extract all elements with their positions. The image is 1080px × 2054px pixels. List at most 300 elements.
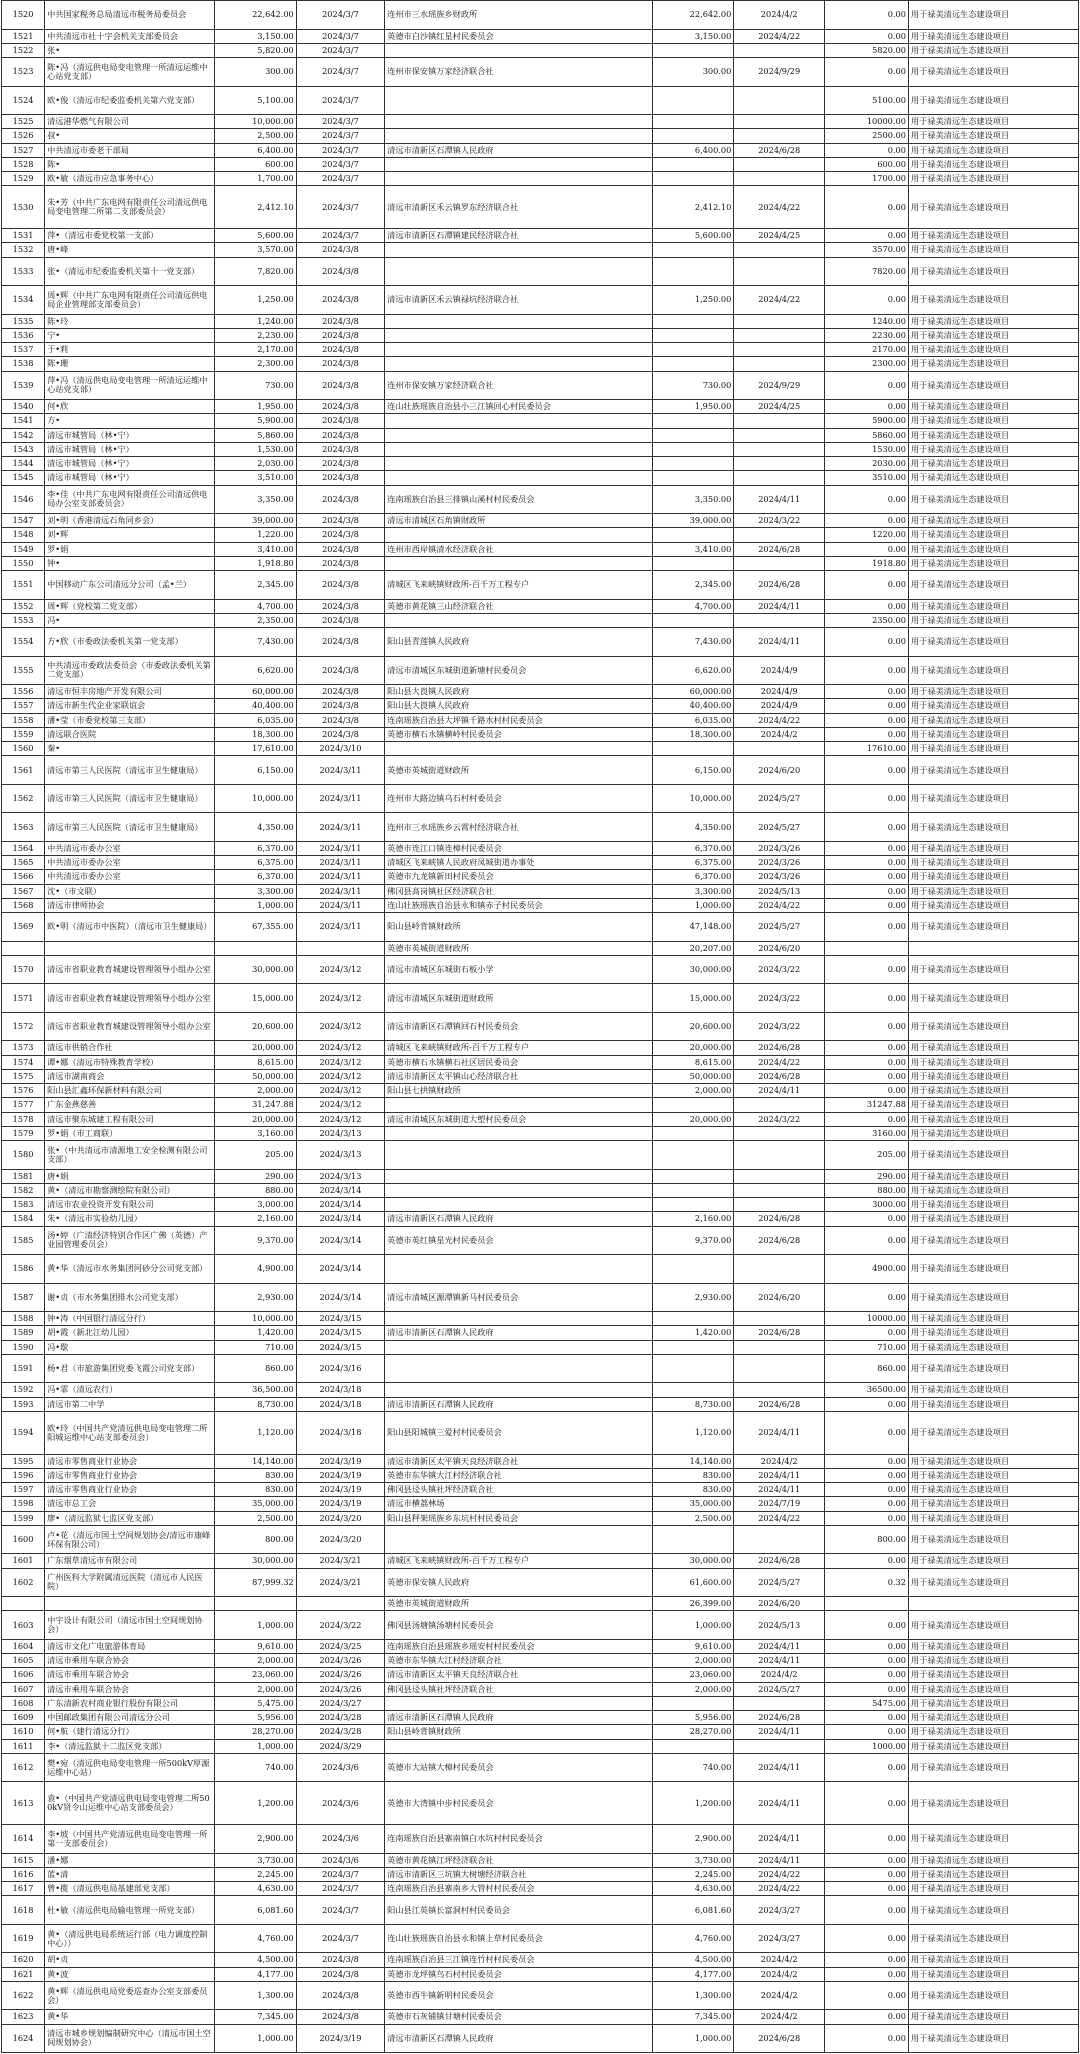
table-row <box>2 841 1079 855</box>
balance-cell: 0.00 <box>825 286 909 315</box>
donation-amount-cell: 2,412.10 <box>215 186 297 229</box>
donor-cell: 冯•歇 <box>45 1340 215 1354</box>
row-number-cell: 1565 <box>2 856 45 870</box>
donor-cell: 樊•宛（清远供电局变电管理一所500kV厚源运维中心站） <box>45 1753 215 1782</box>
donation-date-cell: 2024/3/11 <box>296 856 384 870</box>
donation-date-cell: 2024/3/7 <box>296 115 384 129</box>
allocated-amount-cell <box>652 314 734 328</box>
row-number-cell: 1617 <box>2 1882 45 1896</box>
purpose-cell: 用于禄美清远生态建设项目 <box>908 1041 1078 1055</box>
donation-amount-cell: 3,300.00 <box>215 884 297 898</box>
allocated-amount-cell <box>652 1696 734 1710</box>
table-row <box>2 343 1079 357</box>
row-number-cell: 1554 <box>2 628 45 657</box>
allocated-amount-cell <box>652 613 734 627</box>
donation-amount-cell: 2,000.00 <box>215 1654 297 1668</box>
balance-cell: 0.00 <box>825 599 909 613</box>
donation-date-cell: 2024/3/25 <box>296 1639 384 1653</box>
purpose-cell: 用于禄美清远生态建设项目 <box>908 414 1078 428</box>
allocated-amount-cell <box>652 243 734 257</box>
donor-cell: 欧•明（清远市中医院）（清远市卫生健康局） <box>45 913 215 942</box>
purpose-cell: 用于禄美清远生态建设项目 <box>908 1668 1078 1682</box>
donation-amount-cell: 30,000.00 <box>215 955 297 984</box>
balance-cell: 2230.00 <box>825 328 909 342</box>
allocation-date-cell <box>734 243 825 257</box>
recipient-cell: 英德市东华镇大江村经济联合社 <box>385 1468 653 1482</box>
donor-cell: 清远港华燃气有限公司 <box>45 115 215 129</box>
recipient-cell: 英德市西牛镇新明村民委员会 <box>385 1981 653 2010</box>
donation-amount-cell: 5,900.00 <box>215 414 297 428</box>
balance-cell: 1220.00 <box>825 528 909 542</box>
allocation-date-cell: 2024/3/26 <box>734 870 825 884</box>
allocated-amount-cell <box>652 471 734 485</box>
balance-cell: 17610.00 <box>825 742 909 756</box>
row-number-cell: 1537 <box>2 343 45 357</box>
donation-date-cell: 2024/3/11 <box>296 870 384 884</box>
table-row <box>2 143 1079 157</box>
balance-cell: 0.00 <box>825 955 909 984</box>
donor-cell: 中国邮政集团有限公司清远分公司 <box>45 1711 215 1725</box>
recipient-cell: 清远市清新区太平镇天良经济联合社 <box>385 1668 653 1682</box>
allocation-date-cell <box>734 428 825 442</box>
allocation-date-cell: 2024/6/28 <box>734 1226 825 1255</box>
purpose-cell: 用于禄美清远生态建设项目 <box>908 1126 1078 1140</box>
allocated-amount-cell <box>652 1141 734 1170</box>
row-number-cell: 1577 <box>2 1098 45 1112</box>
balance-cell: 5860.00 <box>825 428 909 442</box>
allocation-date-cell: 2024/6/28 <box>734 1069 825 1083</box>
donor-cell: 中共清远市委办公室 <box>45 841 215 855</box>
donation-date-cell: 2024/3/12 <box>296 1055 384 1069</box>
allocation-date-cell: 2024/9/29 <box>734 371 825 400</box>
purpose-cell: 用于禄美清远生态建设项目 <box>908 628 1078 657</box>
donation-date-cell: 2024/3/7 <box>296 186 384 229</box>
donor-cell: 潘•娜 <box>45 1853 215 1867</box>
recipient-cell: 清远市清新区禾云镇禄坑经济联合社 <box>385 286 653 315</box>
donation-amount-cell: 4,177.00 <box>215 1967 297 1981</box>
purpose-cell: 用于禄美清远生态建设项目 <box>908 1525 1078 1554</box>
recipient-cell: 清远市清新区太平镇山心经济联合社 <box>385 1069 653 1083</box>
table-row <box>2 813 1079 842</box>
recipient-cell: 清远市清新区石潭镇建民经济联合社 <box>385 229 653 243</box>
row-number-cell: 1570 <box>2 955 45 984</box>
donation-date-cell: 2024/3/11 <box>296 813 384 842</box>
donation-date-cell: 2024/3/13 <box>296 1126 384 1140</box>
recipient-cell <box>385 428 653 442</box>
allocation-date-cell <box>734 1183 825 1197</box>
balance-cell: 0.00 <box>825 1639 909 1653</box>
donation-amount-cell: 4,350.00 <box>215 813 297 842</box>
allocation-date-cell <box>734 86 825 115</box>
donation-date-cell: 2024/3/8 <box>296 343 384 357</box>
donor-cell: 何•欣 <box>45 400 215 414</box>
row-number-cell: 1587 <box>2 1283 45 1312</box>
purpose-cell: 用于禄美清远生态建设项目 <box>908 143 1078 157</box>
allocation-date-cell <box>734 1198 825 1212</box>
balance-cell: 0.00 <box>825 1711 909 1725</box>
donor-cell: 蓝•清 <box>45 1867 215 1881</box>
allocated-amount-cell: 7,430.00 <box>652 628 734 657</box>
purpose-cell: 用于禄美清远生态建设项目 <box>908 1611 1078 1640</box>
donation-amount-cell: 14,140.00 <box>215 1454 297 1468</box>
row-number-cell: 1598 <box>2 1497 45 1511</box>
donation-amount-cell: 7,430.00 <box>215 628 297 657</box>
allocation-date-cell: 2024/4/2 <box>734 1454 825 1468</box>
row-number-cell: 1562 <box>2 784 45 813</box>
balance-cell: 0.00 <box>825 1782 909 1825</box>
allocated-amount-cell: 6,400.00 <box>652 143 734 157</box>
donor-cell: 广东金燕慈善 <box>45 1098 215 1112</box>
donor-cell: 李•佳（中共广东电网有限责任公司清远供电局办公室支部委员会） <box>45 485 215 514</box>
recipient-cell: 英德市东华镇大江村经济联合社 <box>385 1654 653 1668</box>
allocated-amount-cell: 2,930.00 <box>652 1283 734 1312</box>
row-number-cell: 1555 <box>2 656 45 685</box>
donation-amount-cell: 1,000.00 <box>215 898 297 912</box>
donation-ledger-table <box>1 0 1079 2053</box>
recipient-cell: 清远市清新区石潭镇人民政府 <box>385 1397 653 1411</box>
row-number-cell: 1596 <box>2 1468 45 1482</box>
recipient-cell: 清远市清新区太平镇天良经济联合社 <box>385 1454 653 1468</box>
allocation-date-cell: 2024/6/28 <box>734 571 825 600</box>
donation-amount-cell: 730.00 <box>215 371 297 400</box>
donation-date-cell: 2024/3/8 <box>296 328 384 342</box>
balance-cell: 0.00 <box>825 713 909 727</box>
row-number-cell: 1563 <box>2 813 45 842</box>
balance-cell: 0.00 <box>825 485 909 514</box>
purpose-cell: 用于禄美清远生态建设项目 <box>908 1468 1078 1482</box>
allocated-amount-cell: 9,370.00 <box>652 1226 734 1255</box>
purpose-cell: 用于禄美清远生态建设项目 <box>908 371 1078 400</box>
balance-cell: 0.00 <box>825 699 909 713</box>
balance-cell: 5820.00 <box>825 43 909 57</box>
allocation-date-cell: 2024/4/9 <box>734 699 825 713</box>
purpose-cell: 用于禄美清远生态建设项目 <box>908 1568 1078 1597</box>
donor-cell: 清远市第三人民医院（清远市卫生健康局） <box>45 756 215 785</box>
row-number-cell: 1600 <box>2 1525 45 1554</box>
balance-cell: 0.00 <box>825 1497 909 1511</box>
donation-amount-cell: 60,000.00 <box>215 685 297 699</box>
allocated-amount-cell: 60,000.00 <box>652 685 734 699</box>
balance-cell: 0.00 <box>825 400 909 414</box>
donor-cell: 清远市零售商业行业协会 <box>45 1483 215 1497</box>
balance-cell: 10000.00 <box>825 115 909 129</box>
allocated-amount-cell: 15,000.00 <box>652 984 734 1013</box>
donation-amount-cell: 8,615.00 <box>215 1055 297 1069</box>
allocation-date-cell: 2024/4/11 <box>734 1483 825 1497</box>
allocation-date-cell: 2024/4/22 <box>734 1511 825 1525</box>
donation-date-cell: 2024/3/28 <box>296 1711 384 1725</box>
allocation-date-cell <box>734 528 825 542</box>
recipient-cell: 连州市保安镇万家经济联合社 <box>385 371 653 400</box>
allocated-amount-cell: 1,420.00 <box>652 1326 734 1340</box>
balance-cell: 0.32 <box>825 1568 909 1597</box>
table-row <box>2 713 1079 727</box>
allocated-amount-cell: 1,950.00 <box>652 400 734 414</box>
allocated-amount-cell: 2,000.00 <box>652 1654 734 1668</box>
purpose-cell: 用于禄美清远生态建设项目 <box>908 599 1078 613</box>
purpose-cell: 用于禄美清远生态建设项目 <box>908 898 1078 912</box>
donation-date-cell: 2024/3/21 <box>296 1554 384 1568</box>
table-row <box>2 314 1079 328</box>
allocated-amount-cell: 730.00 <box>652 371 734 400</box>
recipient-cell <box>385 1098 653 1112</box>
recipient-cell: 阳山县七拱镇财政所 <box>385 1084 653 1098</box>
balance-cell: 0.00 <box>825 1454 909 1468</box>
donation-amount-cell: 4,900.00 <box>215 1255 297 1284</box>
purpose-cell: 用于禄美清远生态建设项目 <box>908 514 1078 528</box>
recipient-cell: 连南瑶族自治县三江镇连竹村村民委员会 <box>385 1953 653 1967</box>
allocated-amount-cell: 830.00 <box>652 1468 734 1482</box>
donation-date-cell: 2024/3/8 <box>296 571 384 600</box>
row-number-cell: 1543 <box>2 442 45 456</box>
donor-cell: 欧•玲（中国共产党清远供电局变电管理二所阳城运维中心站支部委员会） <box>45 1411 215 1454</box>
row-number-cell: 1561 <box>2 756 45 785</box>
row-number-cell: 1586 <box>2 1255 45 1284</box>
donor-cell: 清远市第三人民医院（清远市卫生健康局） <box>45 784 215 813</box>
balance-cell: 1530.00 <box>825 442 909 456</box>
table-row <box>2 1967 1079 1981</box>
donor-cell: 方• <box>45 414 215 428</box>
table-row <box>2 1711 1079 1725</box>
allocation-date-cell <box>734 157 825 171</box>
purpose-cell: 用于禄美清远生态建设项目 <box>908 571 1078 600</box>
allocation-date-cell <box>734 1739 825 1753</box>
row-number-cell: 1541 <box>2 414 45 428</box>
allocated-amount-cell: 2,000.00 <box>652 1682 734 1696</box>
allocation-date-cell <box>734 43 825 57</box>
allocated-amount-cell: 3,730.00 <box>652 1853 734 1867</box>
table-row <box>2 1611 1079 1640</box>
recipient-cell <box>385 414 653 428</box>
balance-cell: 0.00 <box>825 1212 909 1226</box>
donation-amount-cell: 710.00 <box>215 1340 297 1354</box>
purpose-cell: 用于禄美清远生态建设项目 <box>908 813 1078 842</box>
row-number-cell: 1622 <box>2 1981 45 2010</box>
donation-amount-cell: 290.00 <box>215 1169 297 1183</box>
row-number-cell <box>2 1597 45 1611</box>
donation-date-cell: 2024/3/14 <box>296 1198 384 1212</box>
table-row <box>2 1825 1079 1854</box>
purpose-cell: 用于禄美清远生态建设项目 <box>908 1483 1078 1497</box>
donation-amount-cell: 28,270.00 <box>215 1725 297 1739</box>
purpose-cell: 用于禄美清远生态建设项目 <box>908 1554 1078 1568</box>
balance-cell: 0.00 <box>825 984 909 1013</box>
purpose-cell: 用于禄美清远生态建设项目 <box>908 1682 1078 1696</box>
allocated-amount-cell: 300.00 <box>652 58 734 87</box>
donation-amount-cell: 830.00 <box>215 1468 297 1482</box>
purpose-cell: 用于禄美清远生态建设项目 <box>908 343 1078 357</box>
donation-amount-cell: 23,060.00 <box>215 1668 297 1682</box>
row-number-cell: 1609 <box>2 1711 45 1725</box>
purpose-cell: 用于禄美清远生态建设项目 <box>908 1882 1078 1896</box>
allocated-amount-cell <box>652 1126 734 1140</box>
row-number-cell: 1564 <box>2 841 45 855</box>
donation-date-cell: 2024/3/22 <box>296 1611 384 1640</box>
donation-amount-cell: 2,930.00 <box>215 1283 297 1312</box>
donation-amount-cell: 1,240.00 <box>215 314 297 328</box>
allocation-date-cell <box>734 357 825 371</box>
donation-date-cell: 2024/3/16 <box>296 1354 384 1383</box>
table-row <box>2 528 1079 542</box>
donation-amount-cell: 740.00 <box>215 1753 297 1782</box>
donation-date-cell: 2024/3/8 <box>296 514 384 528</box>
balance-cell: 0.00 <box>825 1753 909 1782</box>
donation-amount-cell: 1,000.00 <box>215 1739 297 1753</box>
row-number-cell: 1550 <box>2 556 45 570</box>
balance-cell: 1918.80 <box>825 556 909 570</box>
donor-cell: 钟•涛（中国银行清远分行） <box>45 1312 215 1326</box>
donor-cell: 朱•（清远市实验幼儿园） <box>45 1212 215 1226</box>
table-row <box>2 628 1079 657</box>
donation-date-cell: 2024/3/19 <box>296 1454 384 1468</box>
purpose-cell: 用于禄美清远生态建设项目 <box>908 1739 1078 1753</box>
purpose-cell: 用于禄美清远生态建设项目 <box>908 1654 1078 1668</box>
allocation-date-cell: 2024/4/11 <box>734 1782 825 1825</box>
donor-cell: 潘•莹（市委党校第三支部） <box>45 713 215 727</box>
table-row <box>2 784 1079 813</box>
row-number-cell: 1572 <box>2 1012 45 1041</box>
allocation-date-cell: 2024/6/28 <box>734 1397 825 1411</box>
allocated-amount-cell <box>652 556 734 570</box>
allocated-amount-cell: 5,956.00 <box>652 1711 734 1725</box>
allocation-date-cell: 2024/4/11 <box>734 1084 825 1098</box>
donation-amount-cell: 5,956.00 <box>215 1711 297 1725</box>
allocated-amount-cell: 830.00 <box>652 1483 734 1497</box>
allocated-amount-cell: 20,207.00 <box>652 941 734 955</box>
purpose-cell: 用于禄美清远生态建设项目 <box>908 1511 1078 1525</box>
table-row <box>2 984 1079 1013</box>
table-row <box>2 1397 1079 1411</box>
row-number-cell: 1559 <box>2 727 45 741</box>
allocated-amount-cell <box>652 1739 734 1753</box>
donor-cell: 清远市新生代企业家联谊会 <box>45 699 215 713</box>
allocated-amount-cell: 23,060.00 <box>652 1668 734 1682</box>
purpose-cell: 用于禄美清远生态建设项目 <box>908 1753 1078 1782</box>
donor-cell: 沈•（市文联） <box>45 884 215 898</box>
balance-cell: 205.00 <box>825 1141 909 1170</box>
recipient-cell: 英德市大站镇大樟村民委员会 <box>385 1753 653 1782</box>
donor-cell: 中共清远市社十字会机关支部委员会 <box>45 29 215 43</box>
donation-date-cell: 2024/3/7 <box>296 157 384 171</box>
balance-cell: 1700.00 <box>825 172 909 186</box>
row-number-cell: 1584 <box>2 1212 45 1226</box>
table-row <box>2 884 1079 898</box>
row-number-cell: 1579 <box>2 1126 45 1140</box>
purpose-cell: 用于禄美清远生态建设项目 <box>908 257 1078 286</box>
table-row <box>2 1041 1079 1055</box>
donor-cell: 黄•华 <box>45 2010 215 2024</box>
row-number-cell: 1540 <box>2 400 45 414</box>
purpose-cell: 用于禄美清远生态建设项目 <box>908 1497 1078 1511</box>
balance-cell: 0.00 <box>825 756 909 785</box>
allocated-amount-cell <box>652 43 734 57</box>
allocation-date-cell: 2024/4/25 <box>734 229 825 243</box>
donation-amount-cell: 3,730.00 <box>215 1853 297 1867</box>
allocated-amount-cell: 20,600.00 <box>652 1012 734 1041</box>
allocation-date-cell: 2024/6/28 <box>734 1041 825 1055</box>
donation-amount-cell: 3,510.00 <box>215 471 297 485</box>
donation-amount-cell: 600.00 <box>215 157 297 171</box>
balance-cell: 0.00 <box>825 1654 909 1668</box>
allocated-amount-cell <box>652 86 734 115</box>
donor-cell: 清远市乘用车联合协会 <box>45 1682 215 1696</box>
donor-cell: 刘•辉 <box>45 528 215 542</box>
allocation-date-cell: 2024/4/11 <box>734 1825 825 1854</box>
donation-amount-cell: 4,700.00 <box>215 599 297 613</box>
purpose-cell: 用于禄美清远生态建设项目 <box>908 1711 1078 1725</box>
donor-cell: 黄•（清远供电局系统运行部（电力调度控制中心）） <box>45 1924 215 1953</box>
donor-cell: 张• <box>45 43 215 57</box>
purpose-cell: 用于禄美清远生态建设项目 <box>908 1226 1078 1255</box>
allocated-amount-cell: 20,000.00 <box>652 1112 734 1126</box>
recipient-cell: 清远市清新区石潭镇回石村民委员会 <box>385 1012 653 1041</box>
allocated-amount-cell: 5,600.00 <box>652 229 734 243</box>
purpose-cell <box>908 941 1078 955</box>
balance-cell: 0.00 <box>825 784 909 813</box>
allocation-date-cell: 2024/4/11 <box>734 1753 825 1782</box>
row-number-cell: 1590 <box>2 1340 45 1354</box>
table-row <box>2 1924 1079 1953</box>
table-row <box>2 471 1079 485</box>
allocated-amount-cell <box>652 129 734 143</box>
recipient-cell: 英德市石灰铺镇甘塘村民委员会 <box>385 2010 653 2024</box>
balance-cell: 0.00 <box>825 1084 909 1098</box>
row-number-cell: 1569 <box>2 913 45 942</box>
allocation-date-cell: 2024/4/22 <box>734 898 825 912</box>
purpose-cell: 用于禄美清远生态建设项目 <box>908 1326 1078 1340</box>
allocation-date-cell <box>734 314 825 328</box>
donor-cell: 叔• <box>45 129 215 143</box>
allocated-amount-cell: 4,700.00 <box>652 599 734 613</box>
allocated-amount-cell: 14,140.00 <box>652 1454 734 1468</box>
balance-cell: 0.00 <box>825 870 909 884</box>
allocation-date-cell: 2024/4/11 <box>734 599 825 613</box>
balance-cell: 0.00 <box>825 229 909 243</box>
table-row <box>2 2010 1079 2024</box>
allocated-amount-cell: 3,150.00 <box>652 29 734 43</box>
purpose-cell: 用于禄美清远生态建设项目 <box>908 685 1078 699</box>
donation-amount-cell: 2,160.00 <box>215 1212 297 1226</box>
donor-cell: 中共清远市委老干部局 <box>45 143 215 157</box>
purpose-cell: 用于禄美清远生态建设项目 <box>908 1212 1078 1226</box>
allocated-amount-cell: 20,000.00 <box>652 1041 734 1055</box>
allocated-amount-cell <box>652 157 734 171</box>
balance-cell: 0.00 <box>825 1411 909 1454</box>
row-number-cell: 1589 <box>2 1326 45 1340</box>
donor-cell: 中共国家税务总局清远市税务局委员会 <box>45 1 215 30</box>
allocation-date-cell <box>734 1126 825 1140</box>
table-row <box>2 1 1079 30</box>
donation-amount-cell: 2,500.00 <box>215 1511 297 1525</box>
donor-cell: 清远市湖南商会 <box>45 1069 215 1083</box>
donation-date-cell: 2024/3/8 <box>296 286 384 315</box>
donation-amount-cell: 1,700.00 <box>215 172 297 186</box>
balance-cell: 0.00 <box>825 1283 909 1312</box>
recipient-cell <box>385 442 653 456</box>
allocation-date-cell: 2024/4/22 <box>734 186 825 229</box>
donor-cell: 杨•君（市旅游集团党委飞霞公司党支部） <box>45 1354 215 1383</box>
donation-date-cell: 2024/3/6 <box>296 1753 384 1782</box>
recipient-cell <box>385 157 653 171</box>
table-row <box>2 1639 1079 1653</box>
recipient-cell <box>385 328 653 342</box>
allocation-date-cell: 2024/4/11 <box>734 1639 825 1653</box>
table-row <box>2 1753 1079 1782</box>
balance-cell: 0.00 <box>825 1468 909 1482</box>
donation-date-cell: 2024/3/8 <box>296 471 384 485</box>
allocation-date-cell: 2024/4/22 <box>734 1882 825 1896</box>
purpose-cell: 用于禄美清远生态建设项目 <box>908 742 1078 756</box>
